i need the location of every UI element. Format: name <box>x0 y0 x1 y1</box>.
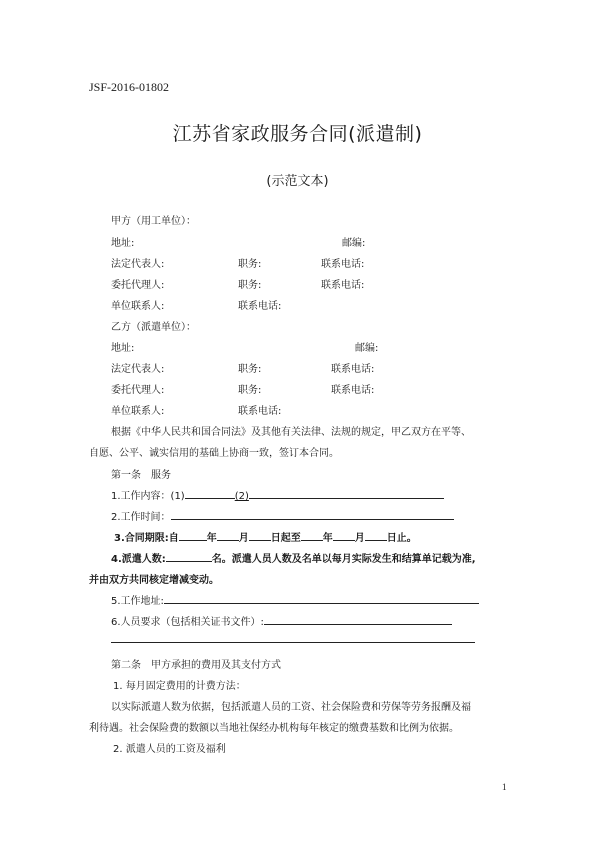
party-a-address-label: 地址: <box>111 238 135 249</box>
article-2-para-line-1: 以实际派遣人数为依据，包括派遣人员的工资、社会保险费和劳保等劳务报酬及福 <box>111 702 471 713</box>
party-b-contact-label: 单位联系人: <box>111 406 165 417</box>
party-a-agent-phone-label: 联系电话: <box>321 280 365 291</box>
end-day-label: 日止。 <box>386 533 417 544</box>
article-2-item-2: 2. 派遣人员的工资及福利 <box>113 744 226 755</box>
party-a-contact-label: 单位联系人: <box>111 301 165 312</box>
preamble-line-1: 根据《中华人民共和国合同法》及其他有关法律、法规的规定，甲乙双方在平等、 <box>111 427 471 438</box>
party-b-agent-label: 委托代理人: <box>111 385 165 396</box>
party-a-agent-position-label: 职务: <box>238 280 262 291</box>
party-b-agent-phone-label: 联系电话: <box>331 385 375 396</box>
article-1-item-2 <box>111 508 454 523</box>
article-1-item-4 <box>111 550 476 565</box>
work-address-blank[interactable] <box>164 592 479 604</box>
party-b-legal-rep-label: 法定代表人: <box>111 364 165 375</box>
article-1-item-3 <box>114 529 417 544</box>
article-2-para-line-2: 利待遇。社会保险费的数额以当地社保经办机构每年核定的缴费基数和比例为依据。 <box>89 723 459 734</box>
article-2-item-1: 1. 每月固定费用的计费方法： <box>113 681 246 692</box>
article-1-item-5 <box>111 592 479 607</box>
party-b-position-label: 职务: <box>238 364 262 375</box>
end-year-blank[interactable] <box>301 529 323 541</box>
party-a-phone-label: 联系电话: <box>321 259 365 270</box>
party-a-agent-label: 委托代理人: <box>111 280 165 291</box>
start-year-label: 年 <box>206 533 217 544</box>
page-subtitle: (示范文本) <box>266 174 329 189</box>
party-a-postcode-label: 邮编: <box>342 238 366 249</box>
article-1-item-1 <box>111 487 444 502</box>
work-content-sub-label: (2) <box>234 491 249 502</box>
end-month-blank[interactable] <box>333 529 355 541</box>
party-b-address-label: 地址: <box>111 343 135 354</box>
party-b-agent-position-label: 职务: <box>238 385 262 396</box>
end-day-blank[interactable] <box>365 529 387 541</box>
preamble-line-2: 自愿、公平、诚实信用的基础上协商一致，签订本合同。 <box>89 448 339 459</box>
article-1-item-4-cont: 并由双方共同核定增减变动。 <box>89 575 219 586</box>
end-year-label: 年 <box>322 533 333 544</box>
start-month-blank[interactable] <box>217 529 239 541</box>
staff-requirement-blank-2[interactable] <box>111 642 475 643</box>
party-a-position-label: 职务: <box>238 259 262 270</box>
dispatch-count-blank[interactable] <box>166 550 212 562</box>
end-month-label: 月 <box>354 533 365 544</box>
party-b-postcode-label: 邮编: <box>355 343 379 354</box>
work-address-label: 5.工作地址: <box>111 596 164 607</box>
dispatch-count-text: 名。派遣人员人数及名单以每月实际发生和结算单记载为准, <box>211 554 476 565</box>
work-content-blank-2[interactable] <box>249 487 444 499</box>
start-day-label: 日起至 <box>270 533 301 544</box>
start-month-label: 月 <box>238 533 249 544</box>
article-1-item-6 <box>111 613 452 628</box>
work-content-label: 1.工作内容：(1) <box>111 491 185 502</box>
work-time-blank[interactable] <box>171 508 454 520</box>
party-b-heading: 乙方（派遣单位）： <box>111 322 196 333</box>
document-code: JSF-2016-01802 <box>89 80 170 94</box>
page-title: 江苏省家政服务合同(派遣制) <box>172 123 423 145</box>
party-b-phone-label: 联系电话: <box>331 364 375 375</box>
party-a-contact-phone-label: 联系电话: <box>238 301 282 312</box>
party-a-heading: 甲方（用工单位）： <box>111 216 196 227</box>
work-time-label: 2.工作时间： <box>111 512 171 523</box>
start-day-blank[interactable] <box>249 529 271 541</box>
contract-period-label: 3.合同期限:自 <box>114 533 179 544</box>
article-1-heading: 第一条 服务 <box>111 470 171 481</box>
work-content-blank-1[interactable] <box>185 487 235 499</box>
party-b-contact-phone-label: 联系电话: <box>238 406 282 417</box>
staff-requirement-blank-1[interactable] <box>264 613 452 625</box>
article-2-heading: 第二条 甲方承担的费用及其支付方式 <box>111 660 281 671</box>
start-year-blank[interactable] <box>179 529 207 541</box>
staff-requirement-label: 6.人员要求（包括相关证书文件）: <box>111 617 264 628</box>
party-a-legal-rep-label: 法定代表人: <box>111 259 165 270</box>
page-number: 1 <box>502 782 507 792</box>
dispatch-count-label: 4.派遣人数: <box>111 554 166 565</box>
